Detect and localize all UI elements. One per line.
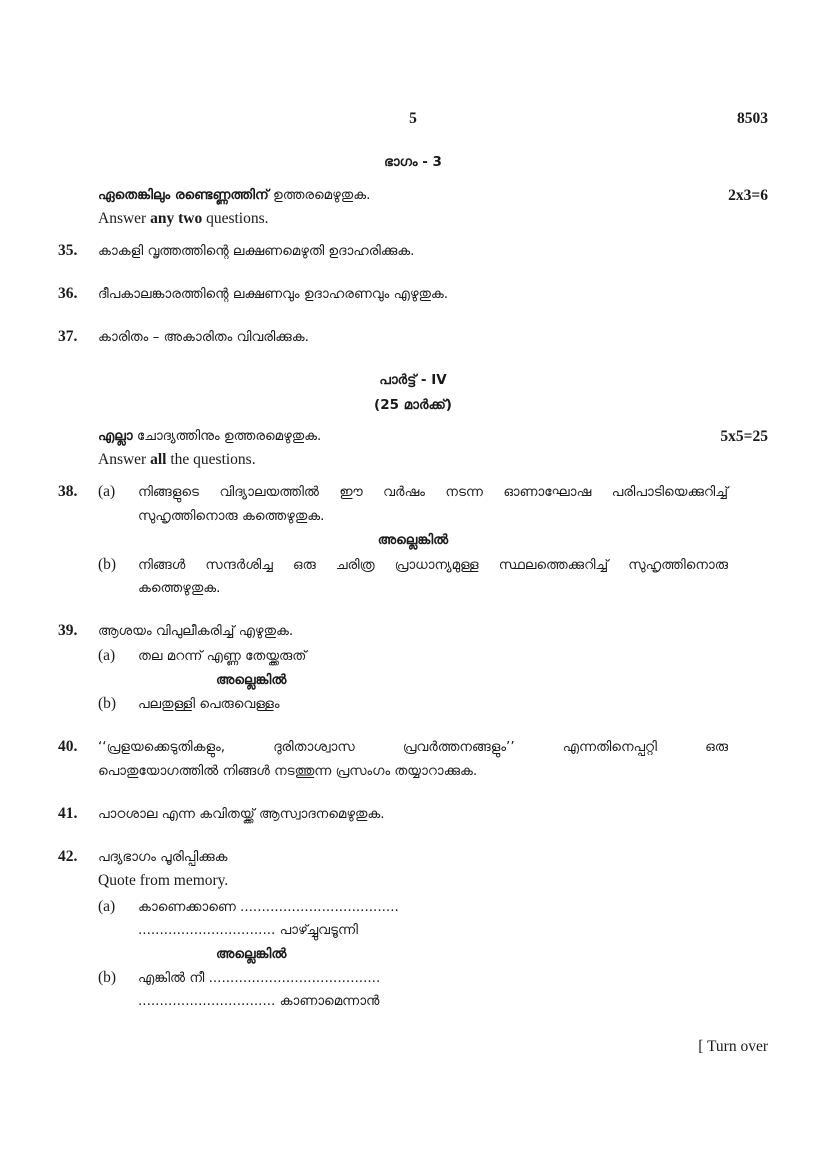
part3-instruction-ml-bold: ഏതെങ്കിലും രണ്ടെണ്ണത്തിന് [98, 187, 269, 203]
part4-instruction-ml-rest: ചോദ്യത്തിനും ഉത്തരമെഴുതുക. [132, 428, 322, 444]
question-text-39: ആശയം വിപുലീകരിച്ച് എഴുതുക. [98, 623, 294, 639]
question-text-42a-line2: ................................ പാഴ്ച്ചുവടൂന്നി [138, 922, 358, 938]
question-number-42: 42. [58, 848, 78, 865]
question-text-42-en: Quote from memory. [98, 872, 229, 889]
or-separator-38: അല്ലെങ്കിൽ [377, 532, 449, 548]
question-text-40-line2: പൊതുയോഗത്തിൽ നിങ്ങൾ നടത്തുന്ന പ്രസംഗം തയ്യാറാക്കുക. [98, 763, 478, 779]
question-number-35: 35. [58, 242, 78, 259]
part4-instruction-en-post: the questions. [166, 451, 256, 468]
part3-instruction-en [98, 210, 269, 228]
question-number-37: 37. [58, 328, 78, 345]
option-label-42b: (b) [98, 969, 117, 986]
question-text-42b-line1: എങ്കിൽ നീ ........................................ [138, 970, 381, 986]
paper-code: 8503 [737, 110, 768, 127]
part4-title: പാർട്ട് - IV [379, 372, 447, 388]
part3-instruction-ml-rest: ഉത്തരമെഴുതുക. [268, 187, 371, 203]
option-label-38b: (b) [98, 556, 117, 573]
question-text-39a: തല മറന്ന് എണ്ണ തേയ്ക്കരുത് [138, 648, 307, 664]
option-label-42a: (a) [98, 898, 116, 915]
question-text-35: കാകളി വൃത്തത്തിന്റെ ലക്ഷണമെഴുതി ഉദാഹരിക്കുക. [98, 243, 415, 259]
part3-title: ഭാഗം - 3 [384, 154, 442, 170]
question-text-42-ml: പദ്യഭാഗം പൂരിപ്പിക്കുക [98, 849, 228, 865]
page-number: 5 [409, 110, 417, 127]
question-text-41: പാഠശാല എന്ന കവിതയ്ക്ക് ആസ്വാദനമെഴുതുക. [98, 806, 385, 822]
part4-instruction-en-bold: all [150, 451, 167, 468]
question-text-38b-line1: നിങ്ങൾ സന്ദർശിച്ച ഒരു ചരിത്ര പ്രാധാന്യമുള്ള സ്ഥലത്തെക്കുറിച്ച് സുഹൃത്തിനൊരു [138, 557, 728, 573]
question-number-40: 40. [58, 738, 78, 755]
part3-marks: 2x3=6 [728, 187, 768, 204]
part4-marks-heading: (25 മാർക്ക്) [374, 397, 452, 413]
question-number-41: 41. [58, 805, 78, 822]
part4-instruction-ml-bold: എല്ലാ [98, 428, 133, 444]
option-label-38a: (a) [98, 483, 116, 500]
part3-instruction-en-post: questions. [202, 210, 269, 227]
question-number-36: 36. [58, 285, 78, 302]
question-text-39b: പലതുള്ളി പെരുവെള്ളം [138, 696, 280, 712]
question-text-42b-line2: ................................ കാണാമെന്നാൻ [138, 993, 380, 1009]
option-label-39a: (a) [98, 647, 116, 664]
turn-over-label: [ Turn over [698, 1038, 768, 1055]
part4-instruction-en [98, 451, 256, 469]
question-text-36: ദീപകാലങ്കാരത്തിന്റെ ലക്ഷണവും ഉദാഹരണവും എഴുതുക. [98, 286, 449, 302]
or-separator-42: അല്ലെങ്കിൽ [216, 946, 287, 962]
question-text-38b-line2: കത്തെഴുതുക. [138, 580, 221, 596]
question-number-39: 39. [58, 622, 78, 639]
part3-instruction-en-bold: any two [150, 210, 203, 227]
option-label-39b: (b) [98, 695, 117, 712]
part3-instruction-en-pre: Answer [98, 210, 151, 227]
question-text-38a-line2: സുഹൃത്തിനൊരു കത്തെഴുതുക. [138, 508, 325, 524]
part4-marks: 5x5=25 [720, 428, 768, 445]
question-text-37: കാരിതം – അകാരിതം വിവരിക്കുക. [98, 329, 309, 345]
part4-instruction-en-pre: Answer [98, 451, 151, 468]
question-text-38a-line1: നിങ്ങളുടെ വിദ്യാലയത്തിൽ ഈ വർഷം നടന്ന ഓണാഘോഷ പരിപാടിയെക്കുറിച്ച് [138, 484, 728, 500]
part4-instruction-ml [98, 428, 321, 444]
question-text-42a-line1: കാണെക്കാണെ ..................................... [138, 899, 399, 915]
or-separator-39: അല്ലെങ്കിൽ [216, 672, 287, 688]
question-number-38: 38. [58, 483, 78, 500]
part3-instruction-ml [98, 187, 370, 203]
question-text-40-line1: ‘‘പ്രളയക്കെടുതികളും, ദുരിതാശ്വാസ പ്രവർത്തനങ്ങളും’’ എന്നതിനെപ്പറ്റി ഒരു [98, 739, 728, 755]
